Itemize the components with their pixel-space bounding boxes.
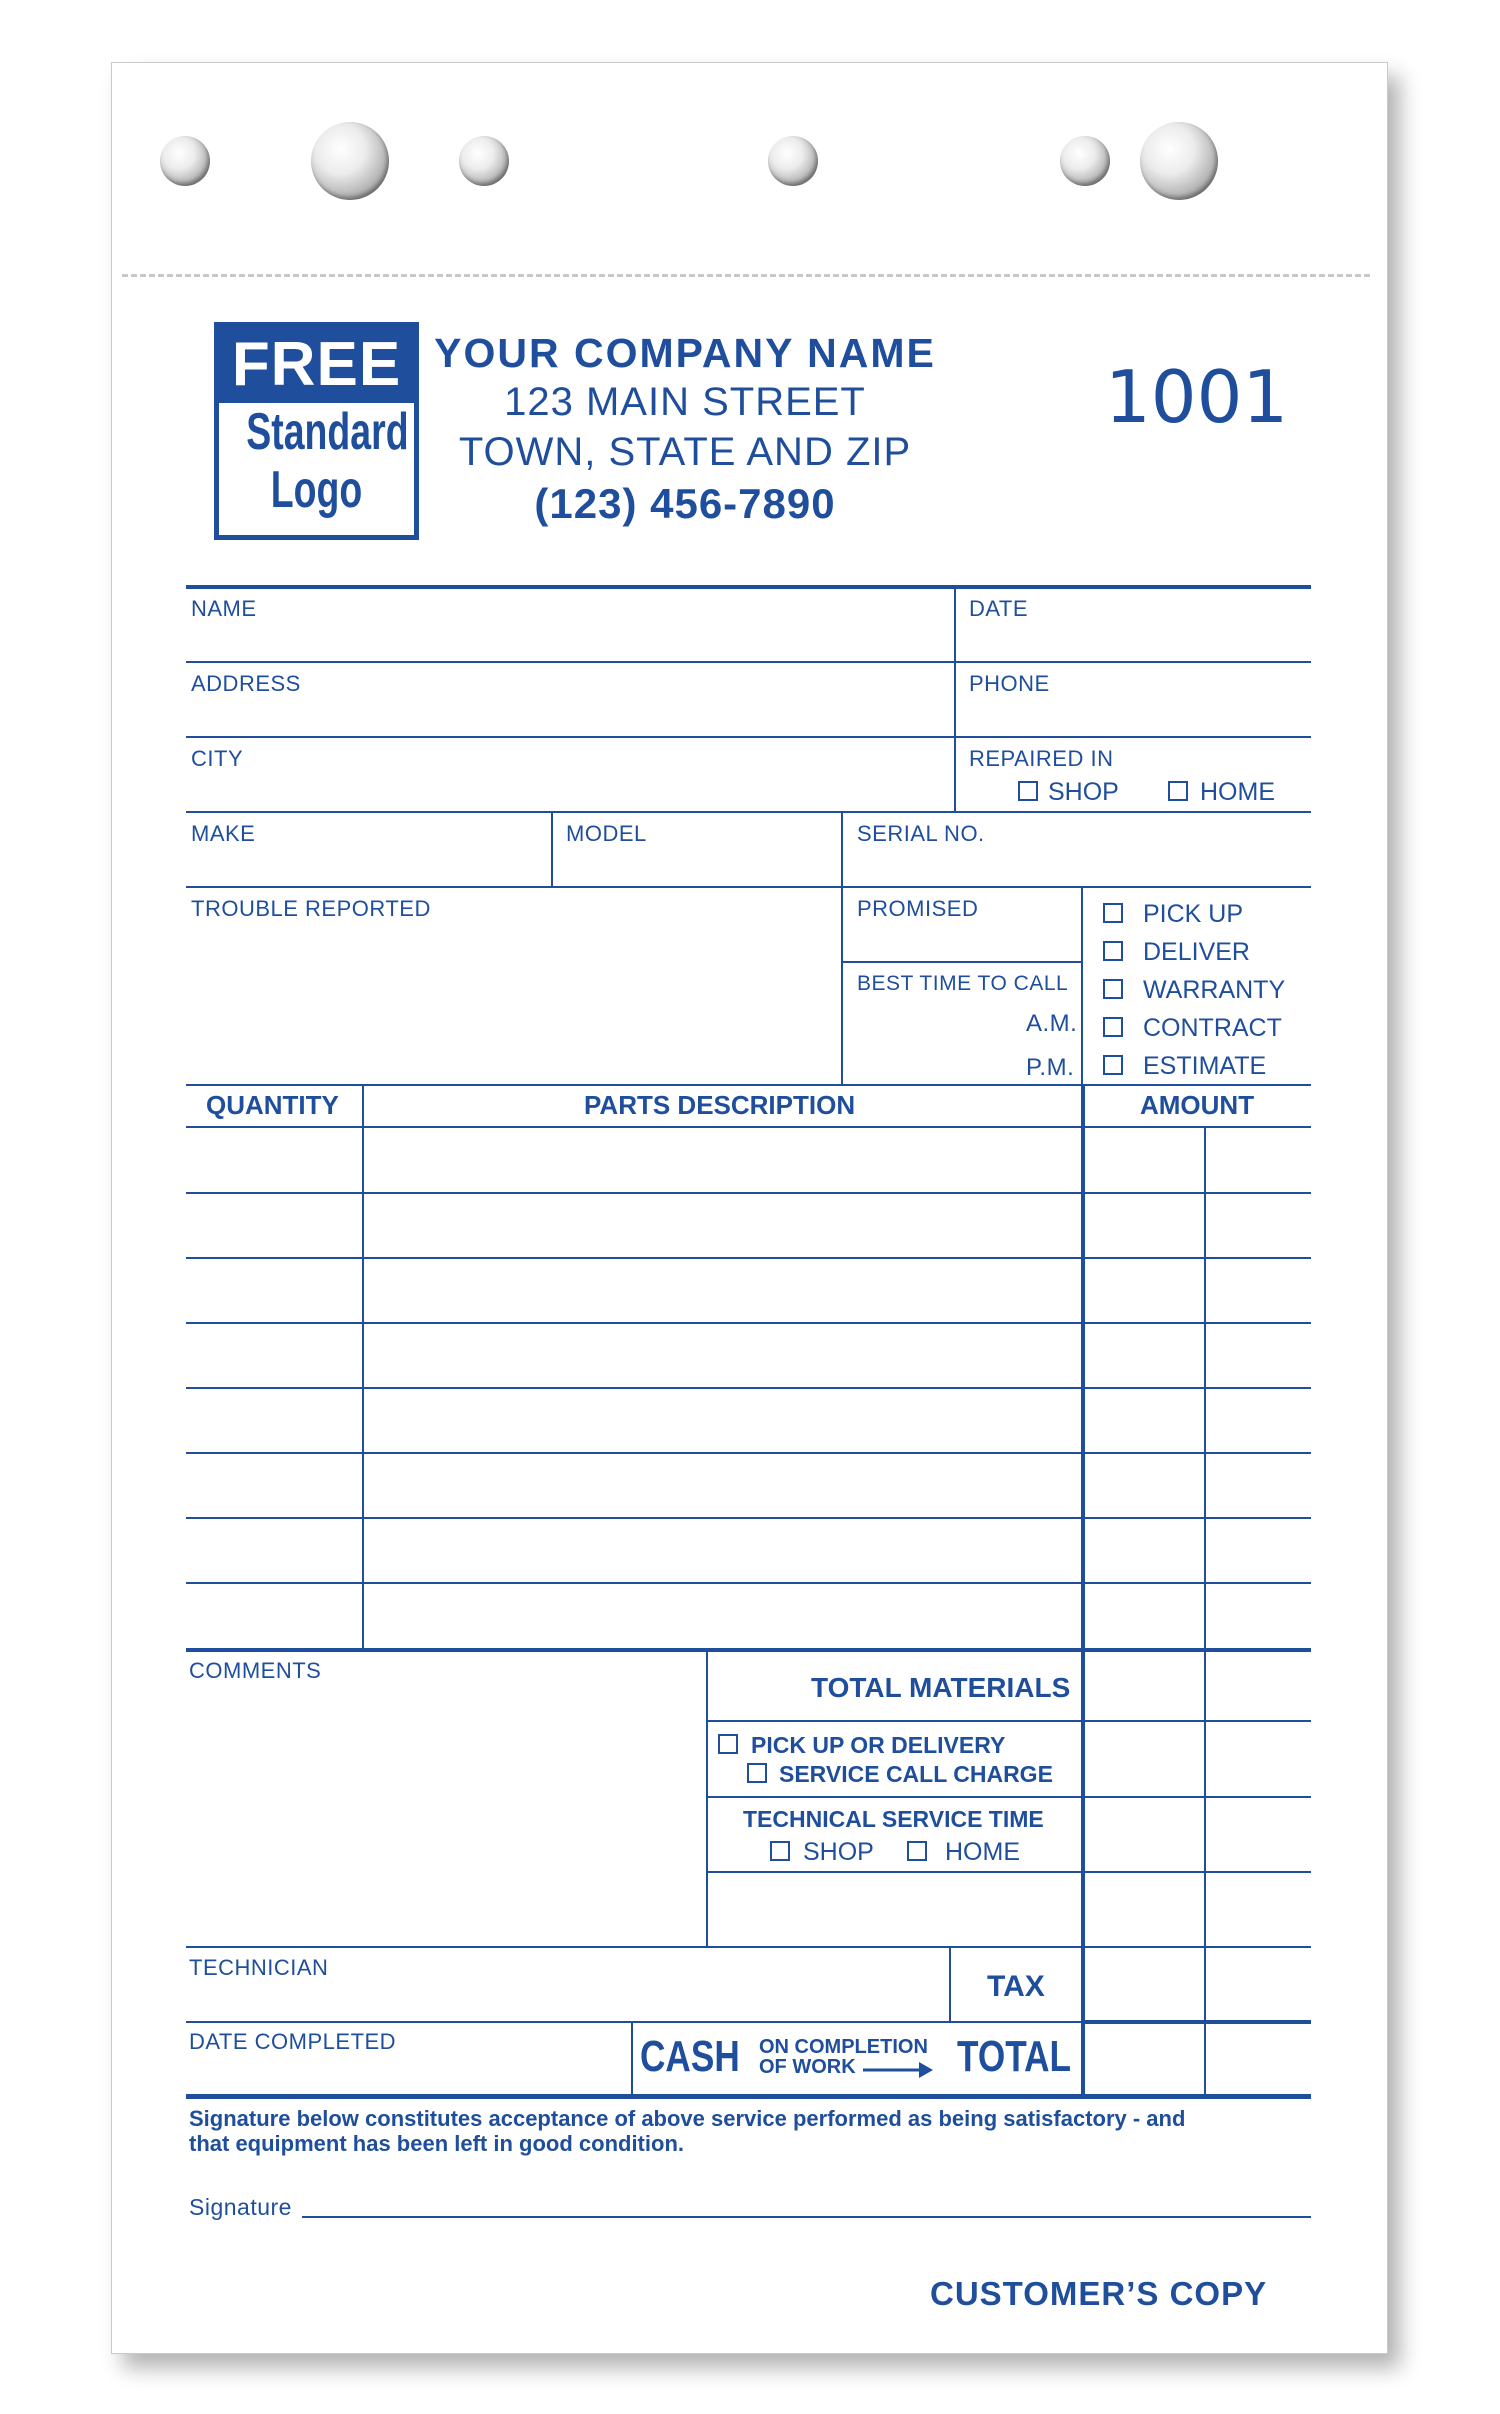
rule — [707, 1796, 1311, 1798]
rule — [706, 1651, 708, 1947]
rule — [186, 2021, 1082, 2023]
rule — [551, 812, 553, 887]
deliver-checkbox[interactable] — [1103, 941, 1123, 961]
rule — [1081, 887, 1083, 1084]
rule — [186, 2094, 1311, 2099]
pick-up-checkbox[interactable] — [1103, 903, 1123, 923]
company-phone: (123) 456-7890 — [534, 480, 836, 527]
repaired-in-home-label: HOME — [1200, 778, 1275, 806]
table-row — [186, 1387, 1311, 1389]
parts-description-header: PARTS DESCRIPTION — [584, 1090, 856, 1120]
rule — [186, 1946, 1311, 1948]
company-street: 123 MAIN STREET — [504, 380, 866, 424]
service-call-label: SERVICE CALL CHARGE — [779, 1761, 1053, 1787]
repaired-in-label: REPAIRED IN — [969, 746, 1114, 771]
promised-label: PROMISED — [857, 896, 979, 921]
make-label: MAKE — [191, 821, 256, 846]
rule — [842, 961, 1082, 963]
address-label: ADDRESS — [191, 671, 301, 696]
company-city-state-zip: TOWN, STATE AND ZIP — [458, 430, 912, 474]
form-number: 1001 — [1105, 355, 1289, 439]
table-row — [186, 1517, 1311, 1519]
punch-hole — [1140, 122, 1218, 200]
of-work-label: OF WORK — [759, 2056, 856, 2078]
punch-hole — [459, 136, 509, 186]
tech-shop-checkbox[interactable] — [770, 1841, 790, 1861]
tech-home-label: HOME — [945, 1838, 1020, 1866]
pm-label: P.M. — [1026, 1054, 1075, 1081]
date-completed-label: DATE COMPLETED — [189, 2029, 397, 2054]
signature-line[interactable] — [302, 2216, 1311, 2218]
total-materials-label: TOTAL MATERIALS — [811, 1672, 1071, 1703]
deliver-label: DELIVER — [1143, 938, 1250, 966]
serial-no-label: SERIAL NO. — [857, 821, 985, 846]
logo-line2: Standard — [246, 403, 409, 461]
service-call-checkbox[interactable] — [747, 1763, 767, 1783]
punch-hole — [1060, 136, 1110, 186]
rule — [186, 811, 1311, 813]
tech-shop-label: SHOP — [803, 1838, 874, 1866]
technician-label: TECHNICIAN — [189, 1955, 329, 1980]
rule — [1082, 2020, 1311, 2024]
warranty-checkbox[interactable] — [1103, 979, 1123, 999]
signature-disclaimer-line1: Signature below constitutes acceptance of above service performed as being satisfactory - and — [189, 2106, 1186, 2131]
logo-line1: FREE — [219, 327, 414, 403]
estimate-checkbox[interactable] — [1103, 1055, 1123, 1075]
logo-line3: Logo — [270, 461, 363, 519]
punch-hole — [311, 122, 389, 200]
warranty-label: WARRANTY — [1143, 976, 1286, 1004]
rule — [631, 2022, 633, 2097]
rule — [362, 1084, 364, 1650]
rule — [707, 1720, 1311, 1722]
date-label: DATE — [969, 596, 1029, 621]
quantity-header: QUANTITY — [206, 1090, 339, 1120]
punch-hole — [768, 136, 818, 186]
rule — [186, 1084, 1311, 1086]
contract-checkbox[interactable] — [1103, 1017, 1123, 1037]
repaired-in-shop-checkbox[interactable] — [1018, 781, 1038, 801]
city-label: CITY — [191, 746, 244, 771]
rule — [186, 886, 1311, 888]
estimate-label: ESTIMATE — [1143, 1052, 1267, 1080]
rule — [707, 1871, 1311, 1873]
tax-label: TAX — [987, 1970, 1045, 2003]
technical-service-time-label: TECHNICAL SERVICE TIME — [743, 1806, 1044, 1832]
on-completion-label: ON COMPLETION — [759, 2036, 928, 2058]
rule — [186, 1648, 1311, 1652]
repaired-in-shop-label: SHOP — [1048, 778, 1119, 806]
comments-label: COMMENTS — [189, 1658, 322, 1683]
best-time-to-call-label: BEST TIME TO CALL — [857, 972, 1069, 995]
trouble-reported-label: TROUBLE REPORTED — [191, 896, 431, 921]
rule — [1204, 1127, 1206, 2097]
rule — [954, 588, 956, 812]
signature-disclaimer-line2: that equipment has been left in good condition. — [189, 2131, 684, 2156]
name-label: NAME — [191, 596, 257, 621]
phone-label: PHONE — [969, 671, 1050, 696]
contract-label: CONTRACT — [1143, 1014, 1282, 1042]
perforation-line — [122, 274, 1370, 277]
table-row — [186, 1257, 1311, 1259]
rule — [186, 1126, 1311, 1128]
table-row — [186, 1582, 1311, 1584]
cash-label: CASH — [640, 2032, 740, 2081]
pickup-delivery-label: PICK UP OR DELIVERY — [751, 1732, 1006, 1758]
punch-hole — [160, 136, 210, 186]
rule — [186, 585, 1311, 589]
company-logo — [214, 322, 419, 540]
table-row — [186, 1192, 1311, 1194]
model-label: MODEL — [566, 821, 647, 846]
tech-home-checkbox[interactable] — [907, 1841, 927, 1861]
signature-label: Signature — [189, 2194, 292, 2220]
rule — [841, 812, 843, 1084]
rule — [186, 661, 1311, 663]
pick-up-label: PICK UP — [1143, 900, 1244, 928]
am-label: A.M. — [1026, 1010, 1078, 1037]
table-row — [186, 1452, 1311, 1454]
table-row — [186, 1322, 1311, 1324]
rule — [949, 1947, 951, 2022]
pickup-delivery-checkbox[interactable] — [718, 1734, 738, 1754]
arrow-right-icon — [863, 2059, 933, 2081]
repaired-in-home-checkbox[interactable] — [1168, 781, 1188, 801]
rule — [186, 736, 1311, 738]
total-label: TOTAL — [957, 2032, 1072, 2081]
amount-header: AMOUNT — [1140, 1090, 1255, 1120]
copy-label: CUSTOMER’S COPY — [930, 2275, 1268, 2312]
company-name: YOUR COMPANY NAME — [434, 330, 936, 376]
